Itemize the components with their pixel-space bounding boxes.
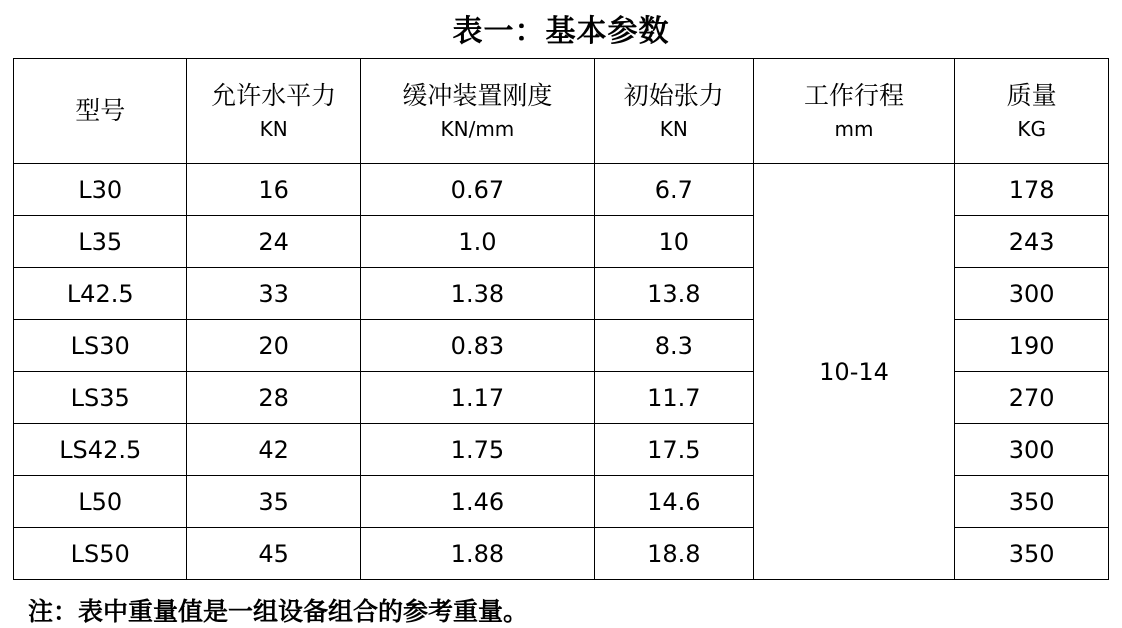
cell-horizontal-force: 24 bbox=[187, 216, 360, 268]
column-header-initial-tension-label: 初始张力 bbox=[623, 81, 724, 111]
cell-stiffness: 1.0 bbox=[360, 216, 594, 268]
cell-model: LS30 bbox=[14, 320, 187, 372]
cell-horizontal-force: 33 bbox=[187, 268, 360, 320]
column-header-model bbox=[14, 59, 187, 164]
cell-horizontal-force: 45 bbox=[187, 528, 360, 580]
column-header-model-label: 型号 bbox=[75, 96, 126, 126]
column-header-initial-tension-unit: KN bbox=[659, 116, 688, 141]
cell-initial-tension: 17.5 bbox=[594, 424, 753, 476]
column-header-horizontal-force bbox=[187, 59, 360, 164]
column-header-horizontal-force-unit: KN bbox=[259, 116, 288, 141]
cell-stiffness: 0.67 bbox=[360, 164, 594, 216]
cell-stroke-merged: 10-14 bbox=[753, 164, 955, 580]
cell-mass: 178 bbox=[955, 164, 1109, 216]
cell-model: L50 bbox=[14, 476, 187, 528]
cell-initial-tension: 8.3 bbox=[594, 320, 753, 372]
column-header-stroke-unit: mm bbox=[834, 116, 874, 141]
table-body bbox=[14, 164, 1109, 580]
cell-stiffness: 1.75 bbox=[360, 424, 594, 476]
cell-mass: 300 bbox=[955, 268, 1109, 320]
cell-horizontal-force: 20 bbox=[187, 320, 360, 372]
table-note: 注：表中重量值是一组设备组合的参考重量。 bbox=[28, 597, 529, 626]
column-header-stiffness bbox=[360, 59, 594, 164]
cell-model: LS42.5 bbox=[14, 424, 187, 476]
cell-mass: 243 bbox=[955, 216, 1109, 268]
column-header-stroke-label: 工作行程 bbox=[804, 81, 905, 111]
column-header-mass-unit: KG bbox=[1017, 116, 1046, 141]
cell-initial-tension: 13.8 bbox=[594, 268, 753, 320]
cell-horizontal-force: 28 bbox=[187, 372, 360, 424]
cell-initial-tension: 11.7 bbox=[594, 372, 753, 424]
cell-initial-tension: 18.8 bbox=[594, 528, 753, 580]
cell-horizontal-force: 35 bbox=[187, 476, 360, 528]
cell-stiffness: 1.38 bbox=[360, 268, 594, 320]
column-header-mass-label: 质量 bbox=[1006, 81, 1057, 111]
parameters-table bbox=[13, 58, 1109, 580]
cell-initial-tension: 10 bbox=[594, 216, 753, 268]
cell-stiffness: 0.83 bbox=[360, 320, 594, 372]
column-header-initial-tension bbox=[594, 59, 753, 164]
cell-horizontal-force: 42 bbox=[187, 424, 360, 476]
column-header-stroke bbox=[753, 59, 955, 164]
column-header-mass bbox=[955, 59, 1109, 164]
cell-model: L35 bbox=[14, 216, 187, 268]
cell-horizontal-force: 16 bbox=[187, 164, 360, 216]
cell-mass: 300 bbox=[955, 424, 1109, 476]
page-title: 表一：基本参数 bbox=[452, 14, 670, 49]
table-header-row bbox=[14, 59, 1109, 164]
cell-stiffness: 1.88 bbox=[360, 528, 594, 580]
cell-mass: 190 bbox=[955, 320, 1109, 372]
table-row bbox=[14, 164, 1109, 216]
cell-model: LS50 bbox=[14, 528, 187, 580]
cell-model: L30 bbox=[14, 164, 187, 216]
cell-model: L42.5 bbox=[14, 268, 187, 320]
cell-stiffness: 1.46 bbox=[360, 476, 594, 528]
cell-mass: 350 bbox=[955, 476, 1109, 528]
cell-model: LS35 bbox=[14, 372, 187, 424]
column-header-horizontal-force-label: 允许水平力 bbox=[211, 81, 337, 111]
column-header-stiffness-unit: KN/mm bbox=[440, 116, 515, 141]
cell-mass: 270 bbox=[955, 372, 1109, 424]
cell-stiffness: 1.17 bbox=[360, 372, 594, 424]
table-header bbox=[14, 59, 1109, 164]
cell-initial-tension: 14.6 bbox=[594, 476, 753, 528]
column-header-stiffness-label: 缓冲装置刚度 bbox=[402, 81, 553, 111]
cell-mass: 350 bbox=[955, 528, 1109, 580]
cell-initial-tension: 6.7 bbox=[594, 164, 753, 216]
